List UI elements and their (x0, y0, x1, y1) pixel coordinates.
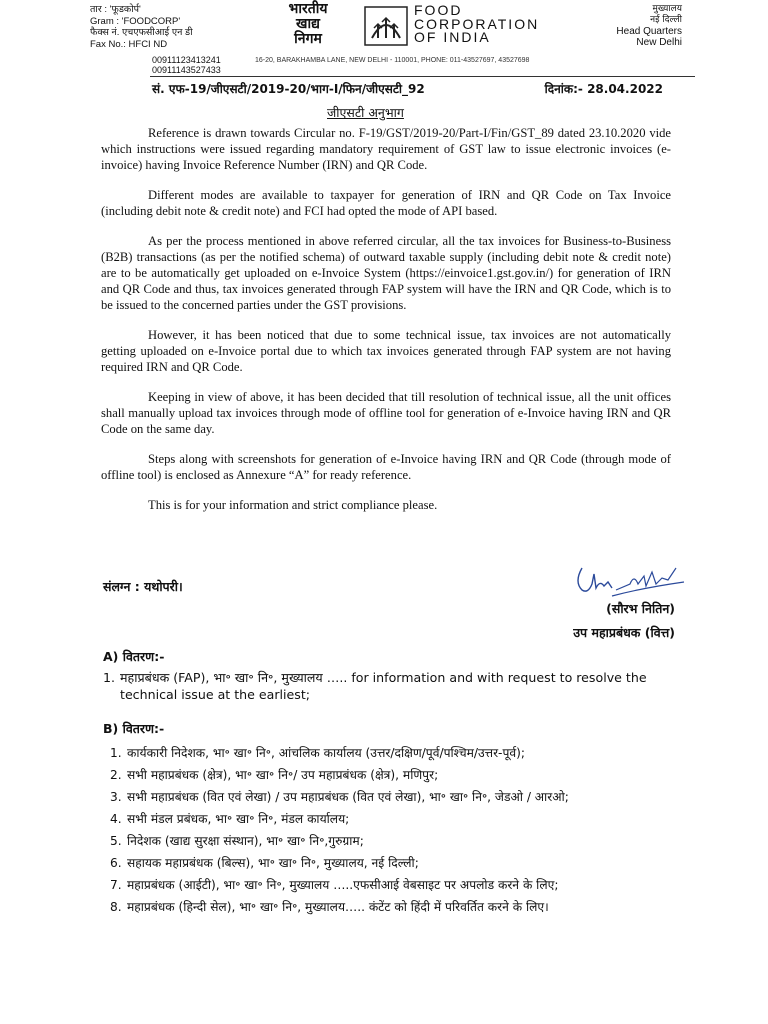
enclosure-note: संलग्न : यथोपरी। (103, 579, 183, 594)
section-title: जीएसटी अनुभाग (327, 105, 404, 120)
list-item: 7. महाप्रबंधक (आईटी), भा॰ खा॰ नि॰, मुख्यालय …..एफसीआई वेबसाइट पर अपलोड करने के लिए; (110, 878, 559, 892)
paragraph: Reference is drawn towards Circular no. F-19/GST/2019-20/Part-I/Fin/GST_89 dated 23.10.2020 vide which instructions were issued regarding mandatory requirement of GST law to issue electronic invoices (e-invoice) having Invoice Reference Number (IRN) and QR Code. (101, 126, 671, 172)
list-item: 8. महाप्रबंधक (हिन्दी सेल), भा॰ खा॰ नि॰, मुख्यालय….. कंटेंट को हिंदी में परिवर्तित करने के लिए। (110, 900, 549, 914)
telegram-hindi: तार : 'फूडकोर्प' (90, 4, 141, 15)
fax-english: Fax No.: HFCI ND (90, 38, 168, 50)
list-item: 3. सभी महाप्रबंधक (वित एवं लेखा) / उप महाप्रबंधक (वित एवं लेखा), भा॰ खा॰ नि॰, जेडओ / आरओ; (110, 790, 569, 804)
letter-body (101, 125, 671, 513)
letterhead-divider (150, 76, 695, 77)
document-date: दिनांक:- 28.04.2022 (544, 82, 663, 96)
distribution-a-heading: A) वितरण:- (103, 649, 165, 664)
letterhead-address: 16-20, BARAKHAMBA LANE, NEW DELHI - 110001, PHONE: 011-43527697, 43527698 (255, 57, 530, 64)
distribution-a-list (103, 669, 675, 703)
list-item: 2. सभी महाप्रबंधक (क्षेत्र), भा॰ खा॰ नि॰/ उप महाप्रबंधक (क्षेत्र), मणिपुर; (110, 768, 439, 782)
telegram-english: Gram : 'FOODCORP' (90, 15, 181, 27)
letterhead-contact-block (90, 4, 255, 50)
signatory-designation: उप महाप्रबंधक (वित्त) (573, 625, 675, 640)
paragraph: However, it has been noticed that due to some technical issue, tax invoices are not automatically getting uploaded on e-Invoice portal due to which tax invoices generated through FAP system are not having required IRN and QR Code. (101, 328, 671, 374)
paragraph: Different modes are available to taxpayer for generation of IRN and QR Code on Tax Invoice (including debit note & credit note) and FCI had opted the mode of API based. (101, 188, 671, 218)
paragraph: Steps along with screenshots for generation of e-Invoice having IRN and QR Code (through mode of offline tool) is enclosed as Annexure “A” for ready reference. (101, 452, 671, 482)
paragraph: Keeping in view of above, it has been decided that till resolution of technical issue, all the unit offices shall manually upload tax invoices through mode of offline tool for generation of e-Invoice having IRN and QR Code on the same day. (101, 390, 671, 436)
list-item: 5. निदेशक (खाद्य सुरक्षा संस्थान), भा॰ खा॰ नि॰,गुरुग्राम; (110, 834, 364, 848)
headquarters-block: मुख्यालय नई दिल्ली Head Quarters New Delhi (616, 4, 682, 48)
list-item: 1. महाप्रबंधक (FAP), भा॰ खा॰ नि॰, मुख्यालय ….. for information and with request to resolve the technical issue at the earliest; (103, 670, 647, 702)
paragraph: As per the process mentioned in above referred circular, all the tax invoices for Business-to-Business (B2B) transactions (as per the notified schema) of outward taxable supply (including debit note & credit note) are to be automatically get uploaded on e-Invoice System (https://einvoice1.gst.gov.in/) for generation of IRN and QR Code and thus, tax invoices generated through FAP system will have the IRN and QR Code, which is to be issued to the concerned parties under the GST provisions. (101, 234, 671, 312)
org-name-english: FOOD CORPORATION OF INDIA (414, 2, 540, 45)
handwritten-signature (572, 560, 692, 604)
paragraph: This is for your information and strict compliance please. (148, 498, 438, 512)
fax-hindi: फैक्स नं. एचएफसीआई एन डी (90, 27, 193, 38)
distribution-b-heading: B) वितरण:- (103, 721, 165, 736)
distribution-b-list (110, 742, 690, 918)
signatory-name: (सौरभ नितिन) (606, 601, 675, 616)
list-item: 6. सहायक महाप्रबंधक (बिल्स), भा॰ खा॰ नि॰, मुख्यालय, नई दिल्ली; (110, 856, 419, 870)
phone-numbers: 00911123413241 00911143527433 (152, 55, 221, 75)
org-name-hindi: भारतीय खाद्य निगम (288, 1, 328, 47)
list-item: 4. सभी मंडल प्रबंधक, भा॰ खा॰ नि॰, मंडल कार्यालय; (110, 812, 350, 826)
list-item: 1. कार्यकारी निदेशक, भा॰ खा॰ नि॰, आंचलिक कार्यालय (उत्तर/दक्षिण/पूर्व/पश्चिम/उत्तर-पूर्व); (110, 746, 526, 760)
fci-logo-icon (364, 6, 408, 46)
reference-number: सं. एफ-19/जीएसटी/2019-20/भाग-I/फिन/जीएसटी_92 (152, 82, 425, 96)
